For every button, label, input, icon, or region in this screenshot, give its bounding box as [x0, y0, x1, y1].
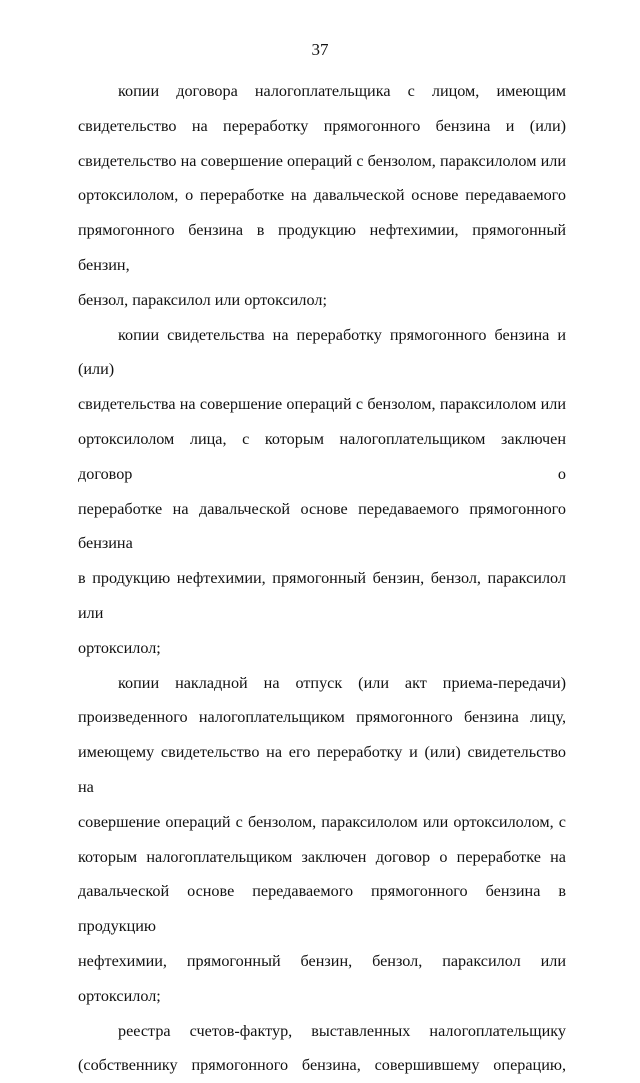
page-number: 37 — [311, 40, 329, 59]
paragraph-line: свидетельство на переработку прямогонного бензина и (или) — [78, 116, 566, 135]
paragraph-line: копии свидетельства на переработку прямогонного бензина и (или) — [78, 325, 566, 379]
paragraph-line: копии договора налогоплательщика с лицом, имеющим — [118, 82, 566, 100]
paragraph-line: имеющему свидетельство на его переработку и (или) свидетельство на — [78, 743, 566, 796]
paragraph-line: свидетельства на совершение операций с бензолом, параксилолом или — [78, 395, 566, 414]
paragraph-line: переработке на давальческой основе передаваемого прямогонного бензина — [78, 499, 566, 553]
paragraph-certificate-copies — [78, 318, 566, 666]
paragraph-line: копии накладной на отпуск (или акт приема-передачи) — [118, 673, 566, 692]
paragraph-line: прямогонного бензина в продукцию нефтехимии, прямогонный бензин, — [78, 221, 566, 274]
paragraph-line: реестра счетов-фактур, выставленных налогоплательщику — [118, 1021, 566, 1040]
paragraph-line: которым налогоплательщиком заключен договор о переработке на — [78, 847, 566, 866]
paragraph-line: ортоксилолом, о переработке на давальческой основе передаваемого — [78, 186, 566, 205]
paragraph-line: нефтехимии, прямогонный бензин, бензол, параксилол или ортоксилол; — [78, 951, 566, 1005]
paragraph-line: произведенного налогоплательщиком прямогонного бензина лицу, — [78, 708, 566, 727]
paragraph-invoice-register — [78, 1014, 566, 1083]
paragraph-line: давальческой основе передаваемого прямогонного бензина в продукцию — [78, 882, 566, 936]
paragraph-contract-copies — [78, 74, 566, 318]
paragraph-line: совершение операций с бензолом, параксилолом или ортоксилолом, с — [78, 812, 566, 831]
paragraph-line: (собственнику прямогонного бензина, совершившему операцию, — [78, 1056, 566, 1075]
paragraph-line: в продукцию нефтехимии, прямогонный бензин, бензол, параксилол или — [78, 569, 566, 622]
paragraph-line: ортоксилолом лица, с которым налогоплательщиком заключен договор о — [78, 429, 566, 483]
paragraph-line: свидетельство на совершение операций с бензолом, параксилолом или — [78, 151, 566, 170]
paragraph-line: ортоксилол; — [78, 638, 161, 657]
paragraph-line: бензол, параксилол или ортоксилол; — [78, 290, 327, 309]
document-body — [78, 74, 566, 1083]
paragraph-waybill-copies — [78, 666, 566, 1014]
